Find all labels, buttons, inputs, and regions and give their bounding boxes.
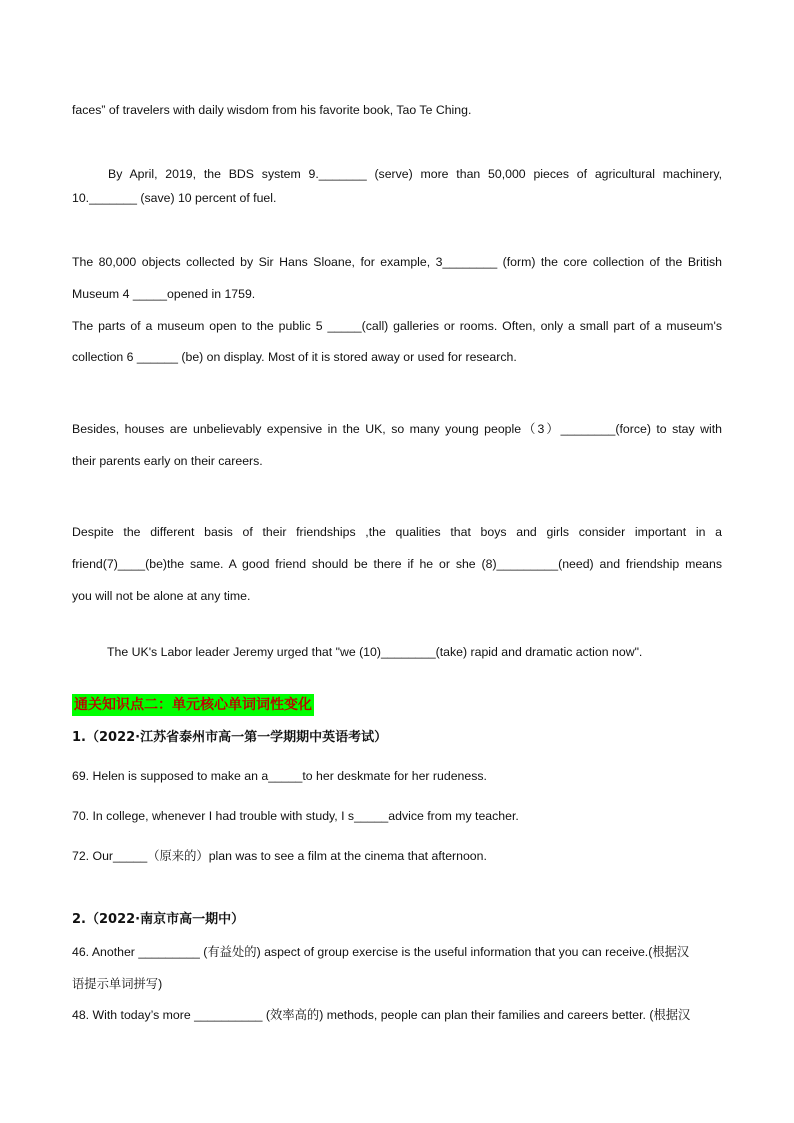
question-group-title: 1.（2022·江苏省泰州市高一第一学期期中英语考试）: [72, 730, 388, 745]
paragraph-line: The UK's Labor leader Jeremy urged that "we (10)________(take) rapid and dramatic action now".: [107, 645, 643, 659]
paragraph-line: faces” of travelers with daily wisdom from his favorite book, Tao Te Ching.: [72, 103, 472, 117]
paragraph-line: The 80,000 objects collected by Sir Hans Sloane, for example, 3________ (form) the core collection of the British: [72, 255, 722, 269]
paragraph-line: collection 6 ______ (be) on display. Most of it is stored away or used for research.: [72, 350, 517, 364]
paragraph-line: Besides, houses are unbelievably expensive in the UK, so many young people（3）________(force) to stay with: [72, 422, 722, 436]
paragraph-line: Despite the different basis of their friendships ,the qualities that boys and girls consider important in a: [72, 525, 722, 539]
paragraph-line: their parents early on their careers.: [72, 454, 263, 468]
paragraph-line: Museum 4 _____opened in 1759.: [72, 287, 256, 301]
paragraph-line: friend(7)____(be)the same. A good friend should be there if he or she (8)_________(need) and friendship means: [72, 557, 722, 571]
section-heading: 通关知识点二：单元核心单词词性变化: [72, 694, 314, 716]
question-item: 72. Our_____（原来的）plan was to see a film at the cinema that afternoon.: [72, 849, 487, 863]
question-item: 语提示单词拼写): [72, 977, 163, 991]
question-item: 69. Helen is supposed to make an a_____to her deskmate for her rudeness.: [72, 769, 487, 783]
question-item: 46. Another _________ (有益处的) aspect of group exercise is the useful information that you can receive.(根据汉: [72, 945, 690, 959]
paragraph-line: 10._______ (save) 10 percent of fuel.: [72, 191, 277, 205]
question-item: 48. With today’s more __________ (效率高的) methods, people can plan their families and careers better. (根据汉: [72, 1008, 691, 1022]
paragraph-line: By April, 2019, the BDS system 9._______ (serve) more than 50,000 pieces of agricultural machinery,: [108, 167, 722, 181]
question-item: 70. In college, whenever I had trouble with study, I s_____advice from my teacher.: [72, 809, 519, 823]
question-group-title: 2.（2022·南京市高一期中）: [72, 912, 245, 927]
paragraph-line: The parts of a museum open to the public 5 _____(call) galleries or rooms. Often, only a small part of a museum's: [72, 319, 722, 333]
paragraph-line: you will not be alone at any time.: [72, 589, 251, 603]
